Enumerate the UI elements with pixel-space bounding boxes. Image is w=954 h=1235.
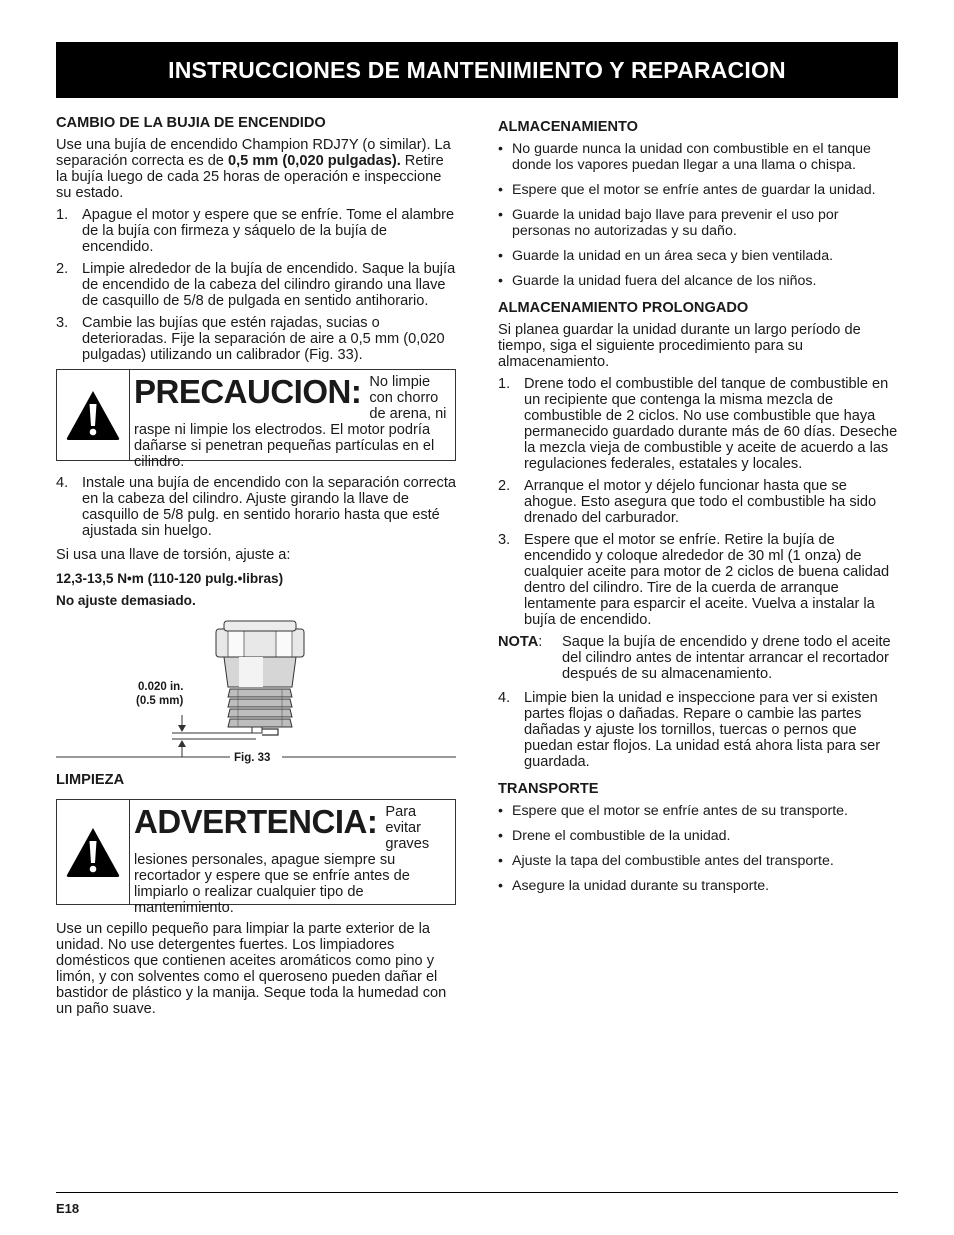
list-item: [498, 853, 898, 869]
torque-warning: No ajuste demasiado.: [56, 593, 196, 608]
step-number: 3.: [56, 315, 69, 331]
list-item: [56, 475, 456, 539]
bullet-text: Guarde la unidad fuera del alcance de los niños.: [512, 273, 817, 289]
spark-plug-illustration: [56, 617, 456, 763]
list-item: [498, 141, 898, 173]
long-storage-intro: Si planea guardar la unidad durante un largo período de tiempo, siga el siguiente procedimiento para su almacenamiento.: [498, 322, 861, 370]
long-storage-heading: ALMACENAMIENTO PROLONGADO: [498, 300, 749, 316]
bullet: •: [498, 878, 503, 894]
step-text: Instale una bujía de encendido con la separación correcta en la cabeza del cilindro. Ajuste girando la llave de casquillo de 5/8 pulg. en sentido horario hasta que esté ajustada sin huelgo.: [82, 475, 457, 539]
right-column: [498, 118, 898, 903]
bullet: •: [498, 141, 503, 157]
sparkplug-step-4: [56, 475, 456, 539]
torque-intro: Si usa una llave de torsión, ajuste a:: [56, 547, 291, 563]
list-item: [498, 878, 898, 894]
note-label: [498, 634, 562, 682]
list-item: [498, 248, 898, 264]
list-item: [56, 207, 456, 255]
transport-list: [498, 803, 898, 894]
list-item: [498, 690, 898, 770]
bullet-text: Ajuste la tapa del combustible antes del transporte.: [512, 853, 834, 869]
bullet-text: Espere que el motor se enfríe antes de su transporte.: [512, 803, 848, 819]
figure-caption: Fig. 33: [234, 752, 271, 764]
sparkplug-heading: CAMBIO DE LA BUJIA DE ENCENDIDO: [56, 115, 326, 131]
list-item: [498, 478, 898, 526]
caution-text: No limpie con chorro de arena, ni raspe ni limpie los electrodos. El motor podría dañarse si penetran pequeñas partículas en el cilindro.: [134, 374, 447, 470]
warning-box: [56, 799, 456, 916]
step-number: 1.: [498, 376, 511, 392]
step-number: 2.: [498, 478, 511, 494]
step-number: 3.: [498, 532, 511, 548]
bullet: •: [498, 207, 503, 223]
long-storage-step-4: [498, 690, 898, 770]
gap-mm-label: (0.5 mm): [136, 695, 184, 707]
list-item: [498, 828, 898, 844]
step-text: Limpie bien la unidad e inspeccione para ver si existen partes flojas o dañadas. Repare o cambie las partes dañadas y ajuste los tornillos, tuercas o pernos que puedan estar flojos. La unidad está ahora lista para ser guardada.: [524, 690, 881, 770]
step-text: Drene todo el combustible del tanque de combustible en un recipiente que contenga la misma mezcla de combustible de 2 ciclos. No use combustible que haya permanecido guardado durante más de 60 días. Deseche la mezcla vieja de combustible y aceite de acuerdo a las regulaciones federales, estatales y locales.: [524, 376, 898, 472]
footer-divider: [56, 1192, 898, 1193]
bullet-text: Espere que el motor se enfríe antes de guardar la unidad.: [512, 182, 876, 198]
step-text: Arranque el motor y déjelo funcionar hasta que se ahogue. Esto asegura que todo el combustible ha sido drenado del carburador.: [524, 478, 877, 526]
bullet: •: [498, 853, 503, 869]
caution-body: [130, 370, 455, 470]
page-number: E18: [56, 1201, 80, 1216]
step-text: Espere que el motor se enfríe. Retire la bujía de encendido y coloque alrededor de 30 ml (1 onza) de cualquier aceite para motor de 2 ciclos de buena calidad dentro del cilindro. Tire de la cuerda de arranque lentamente para esparcir el aceite. Vuelva a instalar la bujía de encendido.: [524, 532, 890, 628]
bullet: •: [498, 273, 503, 289]
long-storage-steps: [498, 376, 898, 628]
bullet: •: [498, 828, 503, 844]
step-number: 4.: [498, 690, 511, 706]
torque-value: 12,3-13,5 N•m (110-120 pulg.•libras): [56, 571, 284, 586]
warning-text: Para evitar graves lesiones personales, apague siempre su recortador y espere que se enfríe antes de limpiarlo o realizar cualquier tipo de mantenimiento.: [134, 804, 430, 916]
storage-note: [498, 634, 898, 682]
note-label-bold: NOTA: [498, 634, 539, 650]
note-text: Saque la bujía de encendido y drene todo el aceite del cilindro antes de intentar arrancar el recortador después de su almacenamiento.: [562, 634, 891, 682]
page-title: INSTRUCCIONES DE MANTENIMIENTO Y REPARACION: [168, 56, 786, 83]
intro-text-a: Use una bujía de encendido Champion RDJ7Y (o similar). La separación correcta es de: [56, 137, 451, 169]
step-text: Apague el motor y espere que se enfríe. Tome el alambre de la bujía con firmeza y sáquelo de la bujía de encendido.: [82, 207, 455, 255]
step-text: Limpie alrededor de la bujía de encendido. Saque la bujía de encendido de la cabeza del cilindro girando una llave de casquillo de 5/8 de pulgada en sentido antihorario.: [82, 261, 456, 309]
list-item: [498, 803, 898, 819]
gap-inch-label: 0.020 in.: [138, 681, 184, 693]
page-header: [56, 42, 898, 98]
list-item: [498, 376, 898, 472]
bullet-text: Guarde la unidad en un área seca y bien ventilada.: [512, 248, 834, 264]
list-item: [56, 315, 456, 363]
step-number: 4.: [56, 475, 69, 491]
bullet: •: [498, 803, 503, 819]
left-column: [56, 114, 456, 1023]
bullet-text: Drene el combustible de la unidad.: [512, 828, 731, 844]
list-item: [498, 273, 898, 289]
caution-title: PRECAUCION:: [134, 373, 362, 410]
list-item: [56, 261, 456, 309]
bullet-text: No guarde nunca la unidad con combustible en el tanque donde los vapores puedan llegar a una llama o chispa.: [512, 141, 871, 173]
warning-body: [130, 800, 455, 916]
cleaning-body: Use un cepillo pequeño para limpiar la parte exterior de la unidad. No use detergentes fuertes. Los limpiadores domésticos que contienen aceites aromáticos como pino y limón, y con solventes como el queroseno pueden dañar el bastidor de plástico y la manija. Seque toda la humedad con un paño suave.: [56, 921, 447, 1017]
list-item: [498, 207, 898, 239]
bullet: •: [498, 248, 503, 264]
storage-heading: ALMACENAMIENTO: [498, 119, 638, 135]
warning-triangle-icon: [57, 800, 130, 904]
list-item: [498, 532, 898, 628]
cleaning-heading: LIMPIEZA: [56, 772, 125, 788]
transport-heading: TRANSPORTE: [498, 781, 599, 797]
sparkplug-intro: [56, 137, 456, 201]
list-item: [498, 182, 898, 198]
caution-box: [56, 369, 456, 470]
intro-text-b: Retire la bujía luego de cada 25 horas de operación e inspeccione su estado.: [56, 153, 444, 201]
bullet-text: Asegure la unidad durante su transporte.: [512, 878, 770, 894]
spark-plug-figure: [56, 617, 456, 763]
bullet-text: Guarde la unidad bajo llave para prevenir el uso por personas no autorizadas y su daño.: [512, 207, 839, 239]
step-number: 2.: [56, 261, 69, 277]
sparkplug-steps: [56, 207, 456, 363]
step-number: 1.: [56, 207, 69, 223]
warning-triangle-icon: [57, 370, 130, 460]
intro-gap-bold: 0,5 mm (0,020 pulgadas).: [227, 153, 401, 169]
warning-title: ADVERTENCIA:: [134, 803, 378, 840]
storage-list: [498, 141, 898, 289]
bullet: •: [498, 182, 503, 198]
note-colon: :: [538, 634, 543, 650]
step-text: Cambie las bujías que estén rajadas, sucias o deterioradas. Fije la separación de aire a 0,5 mm (0,020 pulgadas) utilizando un calibrador (Fig. 33).: [82, 315, 445, 363]
